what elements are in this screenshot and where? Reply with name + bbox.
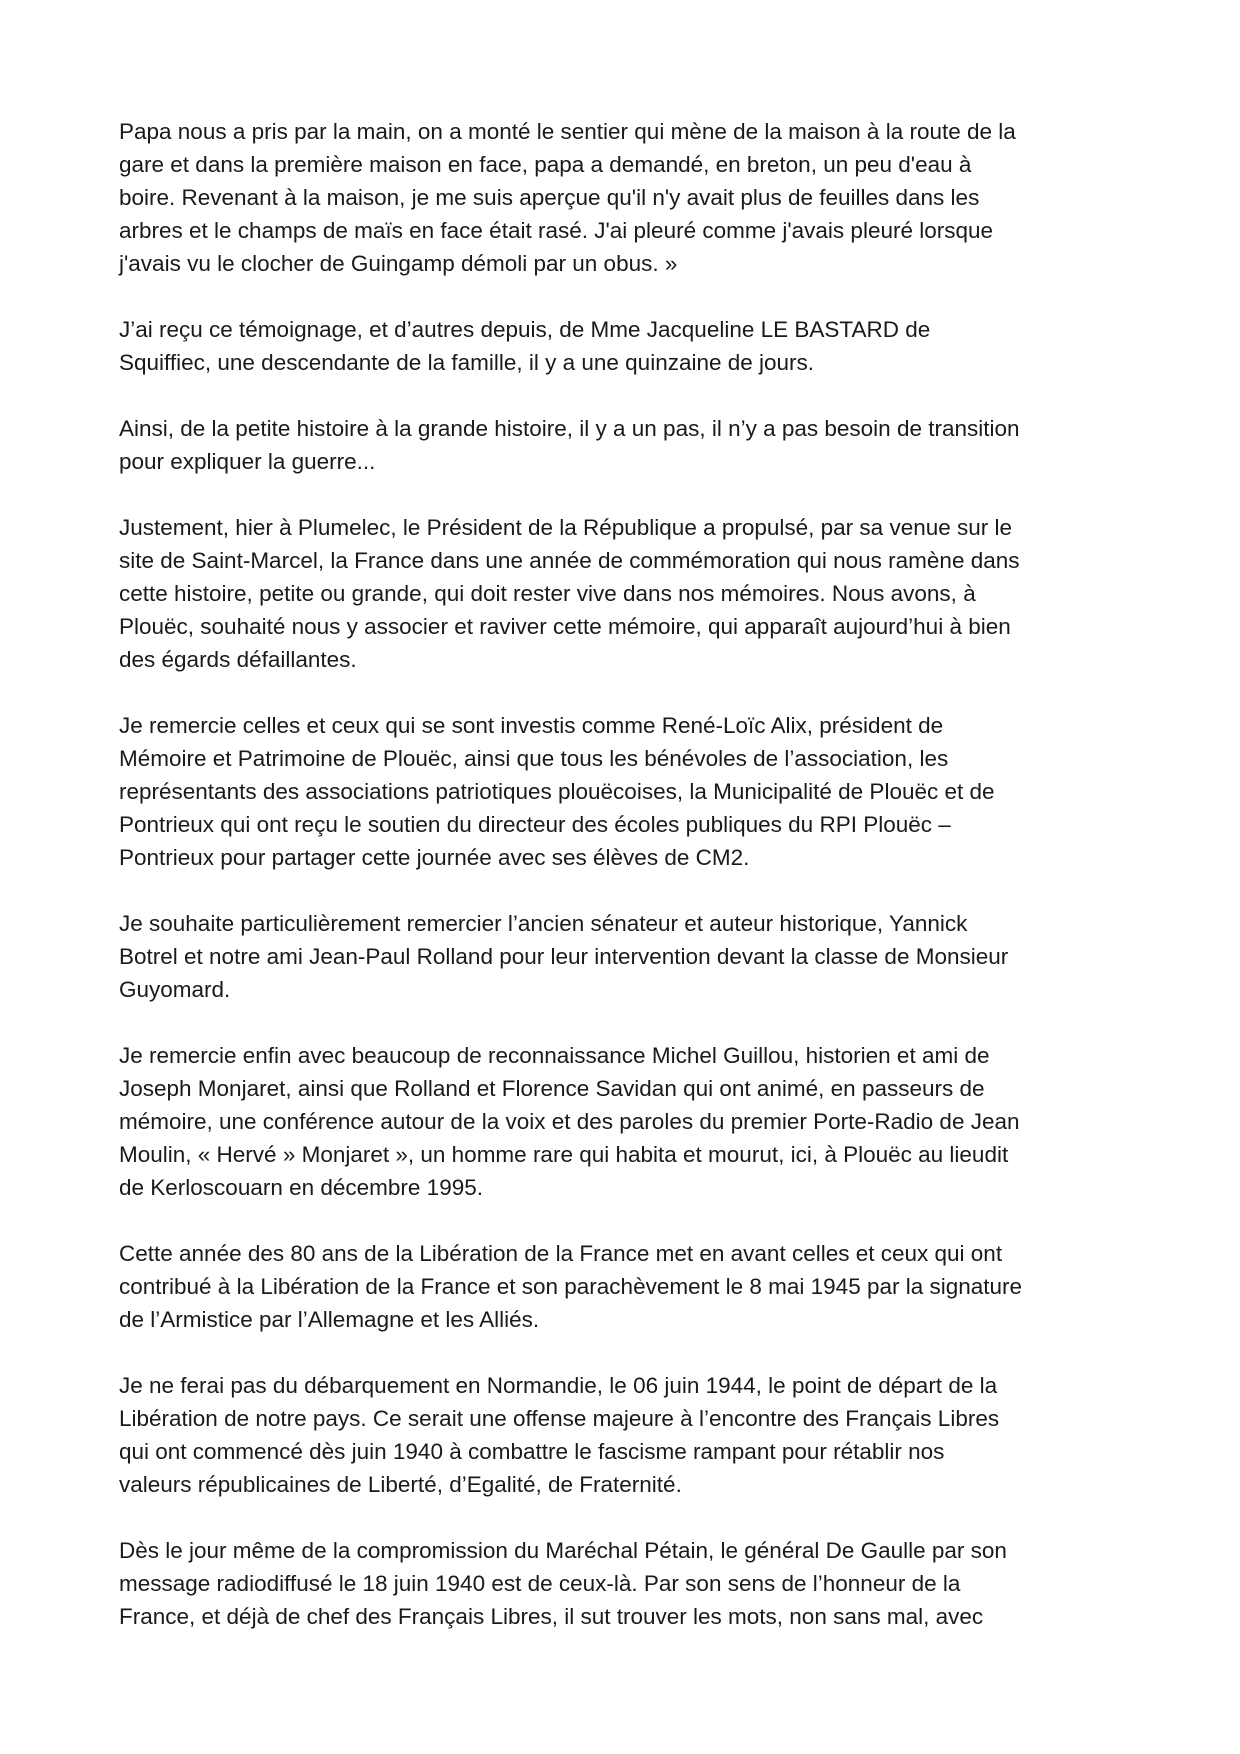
text-line: site de Saint-Marcel, la France dans une année de commémoration qui nous ramène dans	[119, 548, 1020, 573]
text-line: de l’Armistice par l’Allemagne et les Alliés.	[119, 1307, 540, 1332]
paragraph-transition	[119, 412, 1129, 478]
text-line: contribué à la Libération de la France et son parachèvement le 8 mai 1945 par la signature	[119, 1274, 1023, 1299]
text-line: Je remercie celles et ceux qui se sont investis comme René-Loïc Alix, président de	[119, 713, 944, 738]
text-line: Pontrieux pour partager cette journée avec ses élèves de CM2.	[119, 845, 750, 870]
paragraph-commemoration	[119, 511, 1129, 676]
text-line: gare et dans la première maison en face, papa a demandé, en breton, un peu d'eau à	[119, 152, 972, 177]
text-line: valeurs républicaines de Liberté, d’Egalité, de Fraternité.	[119, 1472, 682, 1497]
text-line: Je ne ferai pas du débarquement en Normandie, le 06 juin 1944, le point de départ de la	[119, 1373, 998, 1398]
text-line: arbres et le champs de maïs en face était rasé. J'ai pleuré comme j'avais pleuré lorsque	[119, 218, 994, 243]
paragraph-testimony-end	[119, 115, 1129, 280]
paragraph-liberation-anniversary	[119, 1237, 1129, 1336]
paragraph-thanks-historian	[119, 1039, 1129, 1204]
text-line: Squiffiec, une descendante de la famille, il y a une quinzaine de jours.	[119, 350, 815, 375]
text-line: Ainsi, de la petite histoire à la grande histoire, il y a un pas, il n’y a pas besoin de transition	[119, 416, 1020, 441]
text-line: Pontrieux qui ont reçu le soutien du directeur des écoles publiques du RPI Plouëc –	[119, 812, 951, 837]
document-body	[119, 115, 1129, 1666]
text-line: cette histoire, petite ou grande, qui doit rester vive dans nos mémoires. Nous avons, à	[119, 581, 976, 606]
text-line: mémoire, une conférence autour de la voix et des paroles du premier Porte-Radio de Jean	[119, 1109, 1020, 1134]
text-line: J’ai reçu ce témoignage, et d’autres depuis, de Mme Jacqueline LE BASTARD de	[119, 317, 931, 342]
text-line: représentants des associations patriotiques plouëcoises, la Municipalité de Plouëc et de	[119, 779, 995, 804]
text-line: de Kerloscouarn en décembre 1995.	[119, 1175, 483, 1200]
paragraph-de-gaulle	[119, 1534, 1129, 1633]
text-line: Cette année des 80 ans de la Libération de la France met en avant celles et ceux qui ont	[119, 1241, 1003, 1266]
text-line: Je remercie enfin avec beaucoup de reconnaissance Michel Guillou, historien et ami de	[119, 1043, 990, 1068]
text-line: Je souhaite particulièrement remercier l’ancien sénateur et auteur historique, Yannick	[119, 911, 968, 936]
text-line: Plouëc, souhaité nous y associer et raviver cette mémoire, qui apparaît aujourd’hui à bien	[119, 614, 1011, 639]
paragraph-normandy	[119, 1369, 1129, 1501]
text-line: Papa nous a pris par la main, on a monté le sentier qui mène de la maison à la route de la	[119, 119, 1016, 144]
paragraph-thanks-organizers	[119, 709, 1129, 874]
text-line: Mémoire et Patrimoine de Plouëc, ainsi que tous les bénévoles de l’association, les	[119, 746, 949, 771]
text-line: des égards défaillantes.	[119, 647, 357, 672]
paragraph-thanks-speakers	[119, 907, 1129, 1006]
text-line: Justement, hier à Plumelec, le Président de la République a propulsé, par sa venue sur le	[119, 515, 1013, 540]
text-line: Joseph Monjaret, ainsi que Rolland et Florence Savidan qui ont animé, en passeurs de	[119, 1076, 985, 1101]
text-line: France, et déjà de chef des Français Libres, il sut trouver les mots, non sans mal, avec	[119, 1604, 984, 1629]
text-line: j'avais vu le clocher de Guingamp démoli par un obus. »	[119, 251, 678, 276]
text-line: pour expliquer la guerre...	[119, 449, 376, 474]
paragraph-testimony-source	[119, 313, 1129, 379]
text-line: boire. Revenant à la maison, je me suis aperçue qu'il n'y avait plus de feuilles dans les	[119, 185, 980, 210]
text-line: Guyomard.	[119, 977, 231, 1002]
text-line: Botrel et notre ami Jean-Paul Rolland pour leur intervention devant la classe de Monsieur	[119, 944, 1009, 969]
text-line: message radiodiffusé le 18 juin 1940 est de ceux-là. Par son sens de l’honneur de la	[119, 1571, 961, 1596]
text-line: qui ont commencé dès juin 1940 à combattre le fascisme rampant pour rétablir nos	[119, 1439, 945, 1464]
text-line: Moulin, « Hervé » Monjaret », un homme rare qui habita et mourut, ici, à Plouëc au lieudit	[119, 1142, 1009, 1167]
text-line: Dès le jour même de la compromission du Maréchal Pétain, le général De Gaulle par son	[119, 1538, 1007, 1563]
text-line: Libération de notre pays. Ce serait une offense majeure à l’encontre des Français Libres	[119, 1406, 1000, 1431]
